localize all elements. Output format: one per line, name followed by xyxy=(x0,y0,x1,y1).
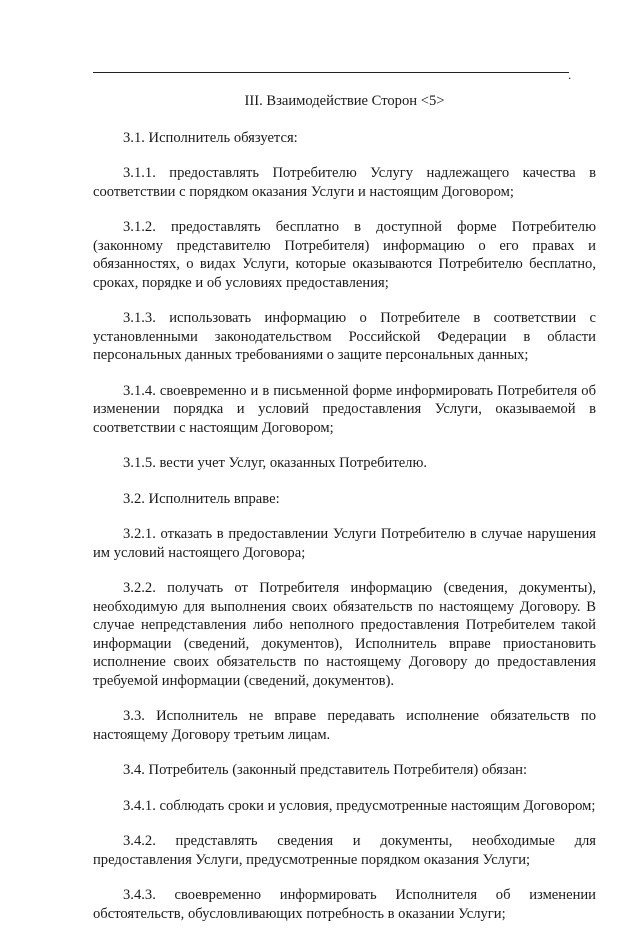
line-end-mark: . xyxy=(568,67,572,82)
clause-3-1-4: 3.1.4. своевременно и в письменной форме информировать Потребителя об изменении порядка и условий предоставления Услуги, оказываемой в соответствии с настоящим Договором; xyxy=(93,382,596,436)
clause-3-4-1: 3.4.1. соблюдать сроки и условия, предусмотренные настоящим Договором; xyxy=(123,797,596,814)
section-title: III. Взаимодействие Сторон <5> xyxy=(244,93,445,109)
clause-3-2: 3.2. Исполнитель вправе: xyxy=(123,490,280,507)
clause-3-4: 3.4. Потребитель (законный представитель Потребителя) обязан: xyxy=(123,762,528,778)
document-body xyxy=(93,92,596,940)
clause-3-4-3: 3.4.3. своевременно информировать Исполнителя об изменении обстоятельств, обусловливающих потребность в оказании Услуги; xyxy=(93,887,596,922)
signature-line xyxy=(93,72,569,73)
clause-3-1-2: 3.1.2. предоставлять бесплатно в доступной форме Потребителю (законному представителю Потребителя) информацию о его правах и обязанностях, о видах Услуги, которые оказываются Потребителю бесплатно, сроках, порядке и об условиях предоставления; xyxy=(93,219,596,291)
clause-3-2-2: 3.2.2. получать от Потребителя информацию (сведения, документы), необходимую для выполнения своих обязательств по настоящему Договору. В случае непредставления либо неполного предоставления Потребителем такой информации (сведений, документов), Исполнитель вправе приостановить исполнение своих обязательств по настоящему Договору до предоставления требуемой информации (сведений, документов). xyxy=(93,580,596,689)
clause-3-2-1: 3.2.1. отказать в предоставлении Услуги Потребителю в случае нарушения им условий настоящего Договора; xyxy=(93,526,596,561)
clause-3-3: 3.3. Исполнитель не вправе передавать исполнение обязательств по настоящему Договору третьим лицам. xyxy=(93,708,596,743)
clause-3-1-5: 3.1.5. вести учет Услуг, оказанных Потребителю. xyxy=(123,455,428,471)
clause-3-4-2: 3.4.2. представлять сведения и документы, необходимые для предоставления Услуги, предусмотренные порядком оказания Услуги; xyxy=(93,833,596,868)
clause-3-1-3: 3.1.3. использовать информацию о Потребителе в соответствии с установленными законодательством Российской Федерации в области персональных данных требованиями о защите персональных данных; xyxy=(93,310,596,363)
clause-3-1: 3.1. Исполнитель обязуется: xyxy=(123,129,298,146)
clause-3-1-1: 3.1.1. предоставлять Потребителю Услугу надлежащего качества в соответствии с порядком оказания Услуги и настоящим Договором; xyxy=(93,165,596,200)
